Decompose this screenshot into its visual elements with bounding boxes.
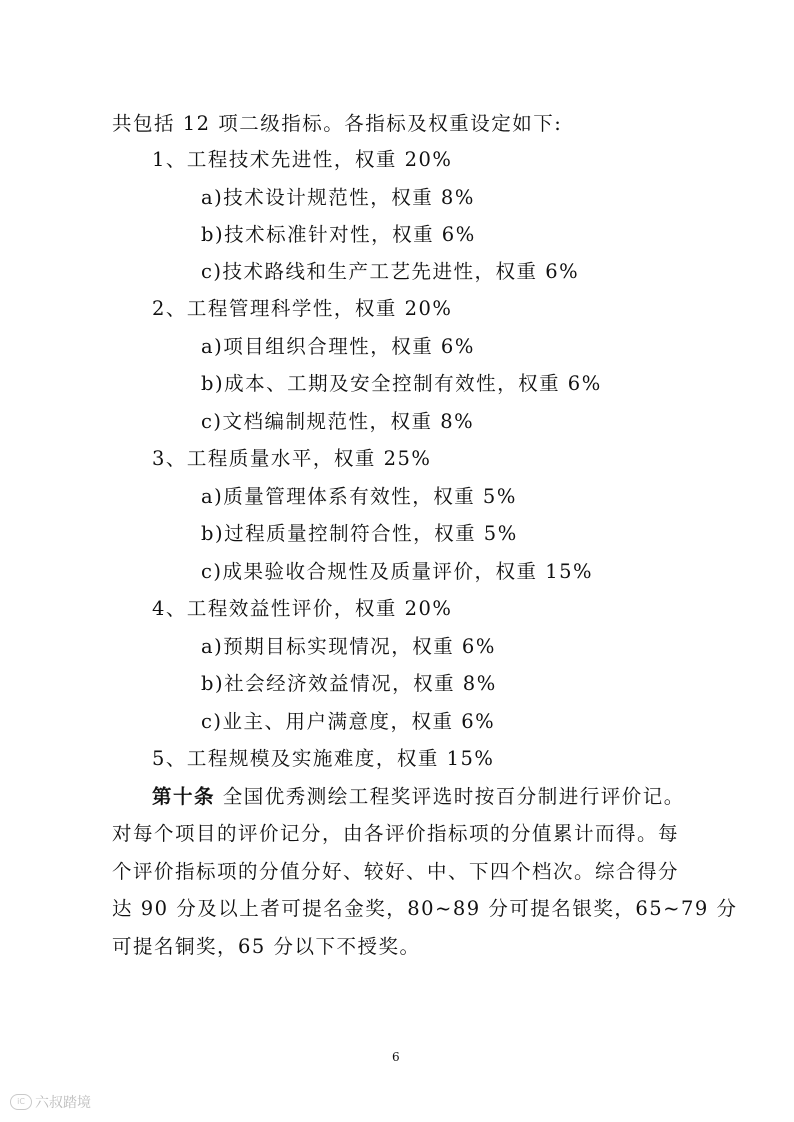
watermark	[10, 1092, 91, 1112]
sub-criterion-3b: b)过程质量控制符合性，权重 5%	[201, 522, 518, 545]
watermark-text: 六叔踏境	[35, 1095, 91, 1111]
page-number: 6	[392, 1050, 400, 1064]
article-line-1: 全国优秀测绘工程奖评选时按百分制进行评价记。	[222, 785, 685, 808]
sub-criterion-2c: c)文档编制规范性，权重 8%	[201, 410, 475, 433]
sub-criterion-3a: a)质量管理体系有效性，权重 5%	[201, 485, 517, 508]
article-line-3: 个评价指标项的分值分好、较好、中、下四个档次。综合得分	[112, 860, 680, 883]
sub-criterion-4b: b)社会经济效益情况，权重 8%	[201, 672, 497, 695]
watermark-logo-icon: iC	[10, 1094, 32, 1110]
sub-criterion-2b: b)成本、工期及安全控制有效性，权重 6%	[201, 372, 602, 395]
sub-criterion-3c: c)成果验收合规性及质量评价，权重 15%	[201, 560, 594, 583]
article-first-line	[152, 785, 685, 809]
article-line-2: 对每个项目的评价记分，由各评价指标项的分值累计而得。每	[112, 822, 680, 845]
criterion-5: 5、工程规模及实施难度，权重 15%	[152, 747, 495, 770]
article-label: 第十条	[152, 785, 216, 808]
sub-criterion-2a: a)项目组织合理性，权重 6%	[201, 335, 475, 358]
sub-criterion-4c: c)业主、用户满意度，权重 6%	[201, 710, 496, 733]
sub-criterion-1c: c)技术路线和生产工艺先进性，权重 6%	[201, 260, 580, 283]
criterion-2: 2、工程管理科学性，权重 20%	[152, 297, 453, 320]
sub-criterion-1b: b)技术标准针对性，权重 6%	[201, 223, 476, 246]
sub-criterion-1a: a)技术设计规范性，权重 8%	[201, 186, 475, 209]
article-line-4: 达 90 分及以上者可提名金奖，80~89 分可提名银奖，65~79 分	[112, 897, 738, 920]
criterion-1: 1、工程技术先进性，权重 20%	[152, 148, 453, 171]
criterion-4: 4、工程效益性评价，权重 20%	[152, 597, 453, 620]
intro-text: 共包括 12 项二级指标。各指标及权重设定如下:	[112, 112, 563, 135]
sub-criterion-4a: a)预期目标实现情况，权重 6%	[201, 635, 496, 658]
criterion-3: 3、工程质量水平，权重 25%	[152, 447, 432, 470]
article-line-5: 可提名铜奖，65 分以下不授奖。	[112, 935, 421, 958]
